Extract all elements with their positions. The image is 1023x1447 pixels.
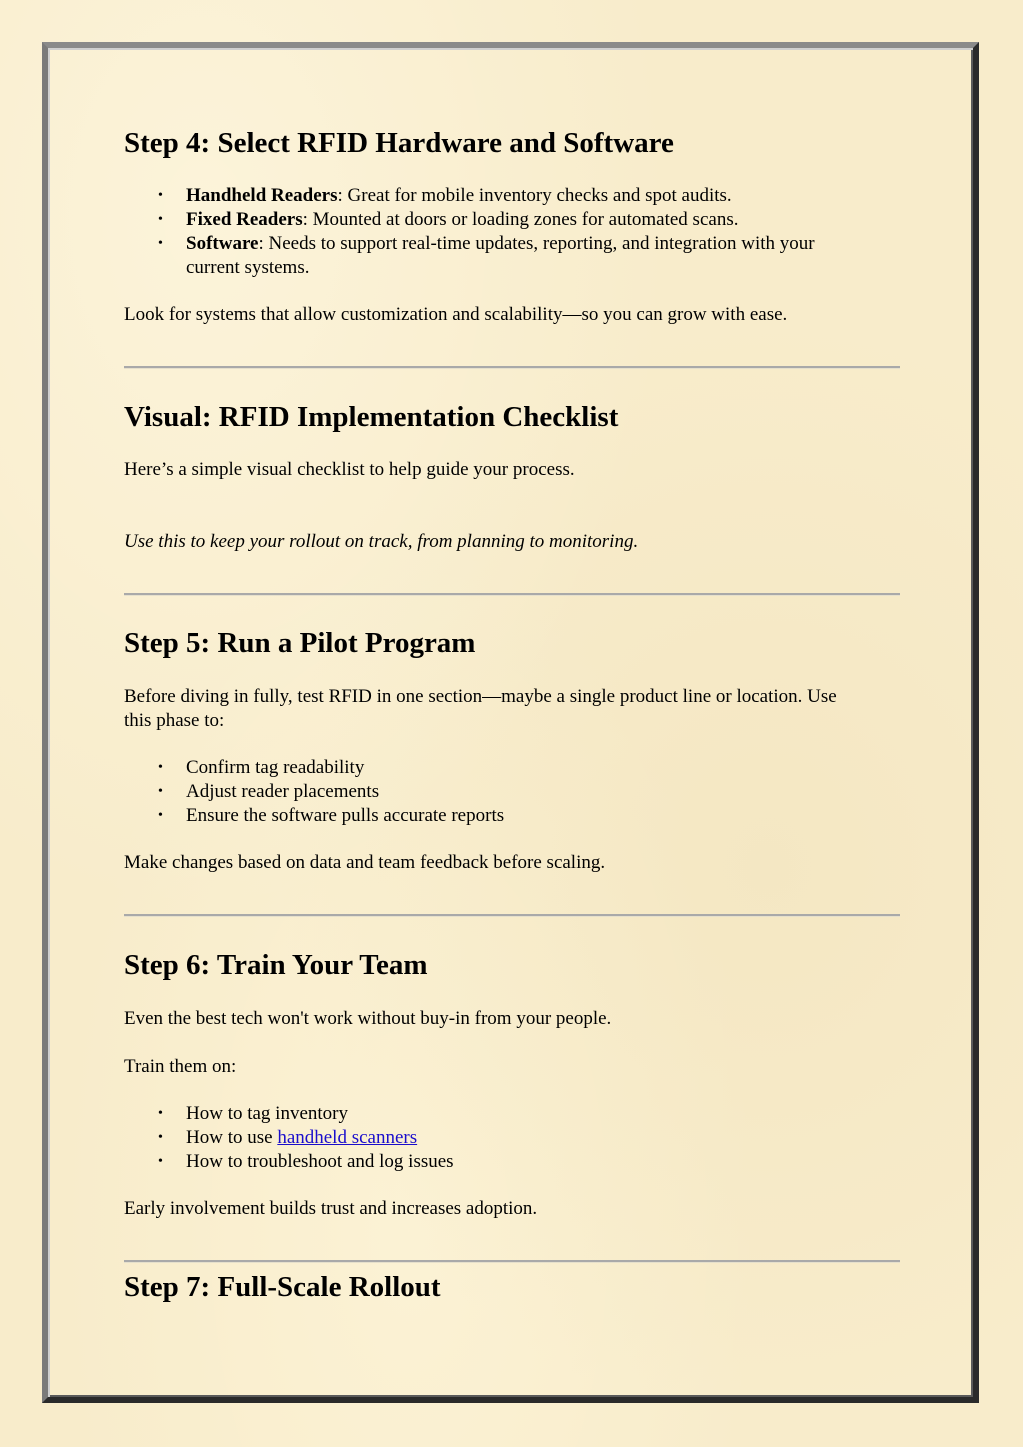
step6-heading: Step 6: Train Your Team <box>124 949 428 981</box>
list-item <box>124 780 900 804</box>
item-text: How to tag inventory <box>186 1103 349 1124</box>
visual-intro: Here’s a simple visual checklist to help guide your process. <box>124 459 575 480</box>
bullet-icon: • <box>158 236 163 251</box>
step5-note: Make changes based on data and team feedback before scaling. <box>124 852 606 873</box>
item-text: Ensure the software pulls accurate reports <box>186 805 505 826</box>
list-item <box>124 1150 900 1174</box>
step6-lead: Train them on: <box>124 1056 237 1077</box>
visual-heading: Visual: RFID Implementation Checklist <box>124 401 619 433</box>
list-item <box>124 1126 900 1150</box>
bullet-icon: • <box>158 760 163 775</box>
item-text: Confirm tag readability <box>186 757 365 778</box>
step5-list <box>124 756 900 828</box>
step4-heading: Step 4: Select RFID Hardware and Software <box>124 127 674 159</box>
list-item <box>124 232 900 280</box>
item-desc: : Mounted at doors or loading zones for automated scans. <box>302 209 739 230</box>
step5-intro <box>124 685 900 733</box>
bullet-icon: • <box>158 1154 163 1169</box>
visual-caption: Use this to keep your rollout on track, from planning to monitoring. <box>124 531 639 552</box>
bullet-icon: • <box>158 212 163 227</box>
item-desc: : Great for mobile inventory checks and spot audits. <box>337 185 732 206</box>
item-text: How to troubleshoot and log issues <box>186 1151 454 1172</box>
bullet-icon: • <box>158 188 163 203</box>
bullet-icon: • <box>158 1106 163 1121</box>
handheld-scanners-link[interactable]: handheld scanners <box>277 1127 418 1148</box>
step5-heading: Step 5: Run a Pilot Program <box>124 627 476 659</box>
section-divider <box>124 1260 900 1263</box>
list-item <box>124 208 900 232</box>
step6-note: Early involvement builds trust and increases adoption. <box>124 1198 538 1219</box>
item-term: Software <box>186 233 259 254</box>
item-term: Handheld Readers <box>186 185 338 206</box>
bullet-icon: • <box>158 784 163 799</box>
step5-intro-line1: Before diving in fully, test RFID in one section—maybe a single product line or location. Use <box>124 686 837 707</box>
bullet-icon: • <box>158 1130 163 1145</box>
item-term: Fixed Readers <box>186 209 303 230</box>
item-text: Adjust reader placements <box>186 781 380 802</box>
item-desc: : Needs to support real-time updates, reporting, and integration with your <box>258 233 815 254</box>
step7-heading: Step 7: Full-Scale Rollout <box>124 1271 441 1303</box>
list-item <box>124 756 900 780</box>
section-divider <box>124 593 900 596</box>
item-desc-continued: current systems. <box>186 257 310 278</box>
section-divider <box>124 914 900 917</box>
section-divider <box>124 366 900 369</box>
list-item <box>124 804 900 828</box>
list-item <box>124 184 900 208</box>
list-item <box>124 1102 900 1126</box>
bullet-icon: • <box>158 808 163 823</box>
step5-intro-line2: this phase to: <box>124 710 225 731</box>
step4-list <box>124 184 900 280</box>
item-text: How to use <box>186 1127 278 1148</box>
step4-note: Look for systems that allow customization and scalability—so you can grow with ease. <box>124 304 788 325</box>
step6-list <box>124 1102 900 1174</box>
step6-intro: Even the best tech won't work without buy-in from your people. <box>124 1008 612 1029</box>
